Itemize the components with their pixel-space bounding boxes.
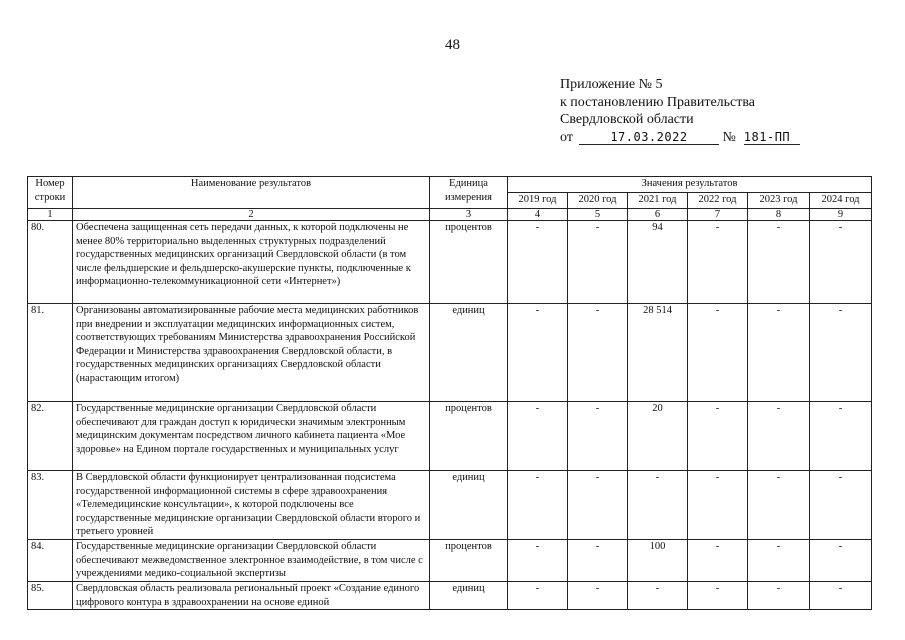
unit: единиц [430,582,508,610]
index-cell: 1 [28,209,73,221]
appendix-header [560,76,800,146]
value-2021: 20 [628,402,688,471]
header-values: Значения результатов [508,177,872,193]
value-2022: - [688,582,748,610]
header-year: 2023 год [748,193,810,209]
header-line-2: к постановлению Правительства [560,94,756,110]
index-cell: 2 [73,209,430,221]
value-2024: - [810,304,872,402]
result-name: Государственные медицинские организации Свердловской области обеспечивают для граждан доступ к юридически значимым электронным медицинским документам посредством личного кабинета пациента «Мое здоровье» на Едином портале государственных и муниципальных услуг [73,402,430,471]
unit: единиц [430,471,508,540]
result-name: Свердловская область реализовала региональный проект «Создание единого цифрового контура в здравоохранении на основе единой [73,582,430,610]
index-row [28,209,872,221]
index-cell: 4 [508,209,568,221]
value-2023: - [748,471,810,540]
value-2023: - [748,540,810,582]
header-line-1: Приложение № 5 [560,77,663,92]
result-name: В Свердловской области функционирует централизованная подсистема государственной информационной системы в сфере здравоохранения «Телемедицинские консультации», к которой подключены все государственные медицинские организации Свердловской области второго и третьего уровней [73,471,430,540]
unit: процентов [430,402,508,471]
page-number: 48 [445,37,460,53]
index-cell: 7 [688,209,748,221]
unit: единиц [430,304,508,402]
value-2021: - [628,471,688,540]
value-2023: - [748,304,810,402]
unit: процентов [430,540,508,582]
table-row [28,471,872,540]
row-number: 80. [28,221,73,304]
header-year: 2021 год [628,193,688,209]
value-2020: - [568,582,628,610]
value-2019: - [508,471,568,540]
index-cell: 6 [628,209,688,221]
value-2022: - [688,402,748,471]
row-number: 84. [28,540,73,582]
header-year: 2019 год [508,193,568,209]
value-2021: 100 [628,540,688,582]
value-2024: - [810,221,872,304]
index-cell: 9 [810,209,872,221]
value-2019: - [508,402,568,471]
value-2019: - [508,582,568,610]
table-row [28,221,872,304]
row-number: 82. [28,402,73,471]
value-2022: - [688,221,748,304]
value-2023: - [748,402,810,471]
value-2020: - [568,402,628,471]
date-prefix: от [560,129,573,145]
row-number: 85. [28,582,73,610]
value-2019: - [508,221,568,304]
value-2024: - [810,582,872,610]
result-name: Государственные медицинские организации Свердловской области обеспечивают межведомственное электронное взаимодействие, в том числе с учреждениями медико-социальной экспертизы [73,540,430,582]
result-name: Обеспечена защищенная сеть передачи данных, к которой подключены не менее 80% территориально выделенных структурных подразделений государственных медицинских организаций Свердловской области (в том числе фельдшерские и фельдшерско-акушерские пункты, подключенные к информационно-телекоммуникационной сети «Интернет») [73,221,430,304]
table-row [28,540,872,582]
resolution-number: 181-ПП [744,130,800,145]
value-2020: - [568,304,628,402]
value-2023: - [748,582,810,610]
header-row-number: Номер строки [28,177,73,209]
table-row [28,582,872,610]
table-row [28,402,872,471]
header-year: 2020 год [568,193,628,209]
resolution-date: 17.03.2022 [579,130,719,145]
header-year: 2024 год [810,193,872,209]
value-2020: - [568,540,628,582]
number-prefix: № [722,129,736,145]
index-cell: 5 [568,209,628,221]
header-unit: Единица измерения [430,177,508,209]
table-row [28,304,872,402]
header-date-line [560,129,800,147]
unit: процентов [430,221,508,304]
value-2021: 94 [628,221,688,304]
value-2024: - [810,540,872,582]
row-number: 81. [28,304,73,402]
value-2021: 28 514 [628,304,688,402]
value-2019: - [508,540,568,582]
header-name: Наименование результатов [73,177,430,209]
header-line-3: Свердловской области [560,112,694,127]
results-table [27,176,872,610]
value-2022: - [688,304,748,402]
value-2022: - [688,471,748,540]
value-2023: - [748,221,810,304]
value-2024: - [810,402,872,471]
value-2020: - [568,221,628,304]
index-cell: 3 [430,209,508,221]
result-name: Организованы автоматизированные рабочие места медицинских работников при внедрении и эксплуатации медицинских информационных систем, соответствующих требованиям Министерства здравоохранения Российской Федерации и Министерства здравоохранения Свердловской области, в государственных медицинских организациях Свердловской области (нарастающим итогом) [73,304,430,402]
index-cell: 8 [748,209,810,221]
row-number: 83. [28,471,73,540]
header-year: 2022 год [688,193,748,209]
value-2020: - [568,471,628,540]
value-2019: - [508,304,568,402]
value-2024: - [810,471,872,540]
value-2022: - [688,540,748,582]
value-2021: - [628,582,688,610]
